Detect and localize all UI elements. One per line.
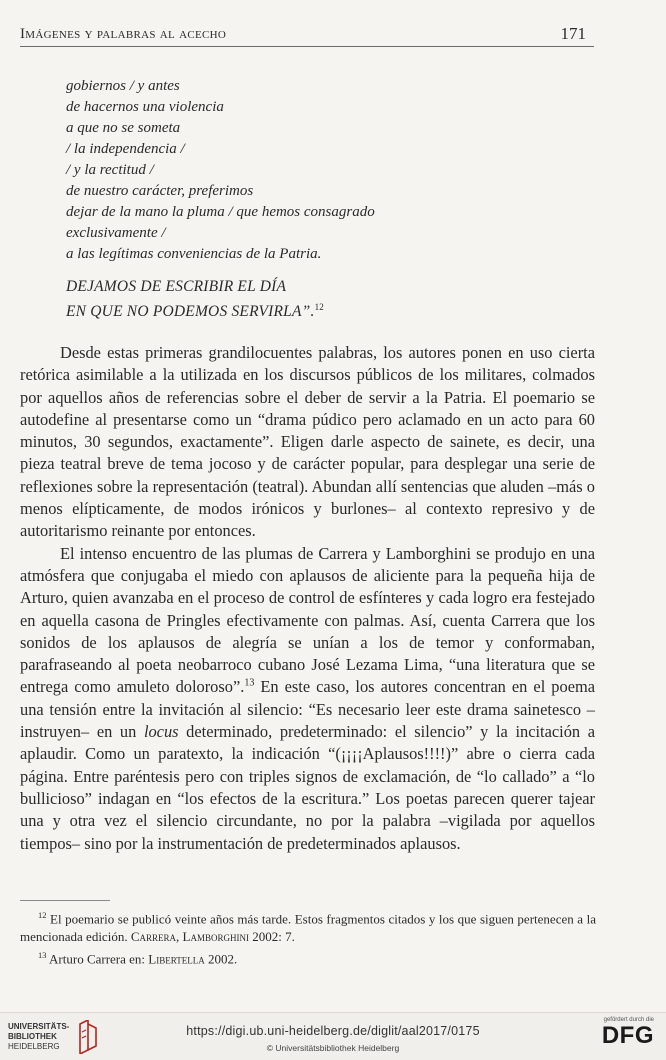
poem-closing [66, 276, 324, 322]
footnotes [20, 906, 596, 969]
poem-line: de hacernos una violencia [66, 99, 224, 115]
dfg-logo[interactable] [592, 1017, 654, 1049]
footnote-separator [20, 900, 110, 901]
poem-line: gobiernos / y antes [66, 78, 180, 94]
paragraph-text: En este caso, los autores concentran en el poema una tensión entre la invitación al silencio: “Es necesario leer este drama sainetesco –instruyen– en un [20, 677, 595, 742]
footnote [20, 906, 596, 946]
footnote-ref[interactable]: 12 [314, 302, 324, 312]
poem-line: de nuestro carácter, preferimos [66, 183, 254, 199]
footnote-mark: 12 [38, 910, 47, 920]
poem-quote [66, 76, 375, 265]
funder-name: DFG [601, 1022, 654, 1049]
citation-authors: Libertella [148, 951, 205, 967]
poem-line: dejar de la mano la pluma / que hemos consagrado [66, 204, 375, 220]
viewer-footer [0, 1012, 666, 1060]
running-title: Imágenes y palabras al acecho [20, 26, 227, 42]
paragraph [20, 543, 595, 855]
footnote-text: El poemario se publicó veinte años más tarde. Estos fragmentos citados y los que siguen pertenecen a la mencionada edición. [20, 911, 596, 945]
running-header [20, 26, 594, 47]
poem-closing-line: EN QUE NO PODEMOS SERVIRLA”. [66, 303, 315, 321]
poem-closing-line: DEJAMOS DE ESCRIBIR EL DÍA [66, 278, 287, 295]
citation-authors: Carrera, Lamborghini [130, 929, 249, 945]
copyright: © Universitätsbibliothek Heidelberg [266, 1043, 400, 1053]
paragraph-text: El intenso encuentro de las plumas de Carrera y Lamborghini se produjo en una atmósfera que conjugaba el miedo con aplausos de aliciente para la pequeña hija de Arturo, quien avanzaba en el proceso de control de esfínteres y cada logro era festejado en aquella casona de Pringles efectivamente con palmas. Así, cuenta Carrera que los sonidos de los aplausos de alegría se unían a los de temor y conformaban, parafraseando al poeta neobarroco cubano José Lezama Lima, “una literatura que se entrega como amuleto doloroso”. [20, 543, 595, 697]
poem-line: a las legítimas conveniencias de la Patria. [66, 246, 322, 262]
poem-line: / y la rectitud / [66, 162, 154, 178]
italic-term: locus [143, 722, 179, 742]
footnote-text: Arturo Carrera en: [46, 951, 149, 967]
funding-note: gefördert durch die [603, 1017, 654, 1023]
poem-line: / la independencia / [66, 141, 185, 157]
paragraph: Desde estas primeras grandilocuentes palabras, los autores ponen en uso cierta retórica asimilable a la utilizada en los discursos públicos de los militares, colmados por aquellos años de referencias sobre el deber de servir a la Patria. El poemario se autodefine al presentarse como un “drama púdico pero aclamado en un acto para 60 minutos, 30 segundos, exactamente”. Eligen darle aspecto de sainete, es decir, una pieza teatral breve de tema jocoso y de carácter popular, para desplegar una serie de reflexiones sobre la representación (teatral). Abundan allí sentencias que aluden –más o menos elípticamente, de modos irónicos y burlones– al contexto represivo y de autoritarismo reinante por entonces. [20, 343, 595, 541]
paragraph-text: determinado, predeterminado: el silencio” y la incitación a aplaudir. Como un paratexto, la indicación “(¡¡¡¡Aplausos!!!!)” abre o cierra cada página. Entre paréntesis pero con triples signos de exclamación, de “lo callado” a “lo bullicioso” indagan en “los efectos de la escritura.” Los poetas parecen querer tajear una y otra vez el silencio circundante, no por la palabra –vigilada por aquellos tiempos– sino por la instrumentación de predeterminados aplausos. [20, 722, 595, 853]
library-name-line: BIBLIOTHEK [8, 1032, 57, 1041]
citation-year: 2002: 7. [248, 929, 295, 945]
permalink[interactable]: https://digi.ub.uni-heidelberg.de/diglit/aal2017/0175 [186, 1024, 480, 1038]
footnote [20, 946, 596, 968]
page-number: 171 [560, 24, 586, 43]
library-name-line: HEIDELBERG [8, 1042, 60, 1051]
poem-line: a que no se someta [66, 120, 181, 136]
citation-year: 2002. [204, 951, 238, 967]
footnote-mark: 13 [38, 950, 47, 961]
footnote-ref[interactable]: 13 [244, 677, 255, 689]
library-name-line: UNIVERSITÄTS- [8, 1022, 70, 1031]
body-text [20, 342, 595, 855]
poem-line: exclusivamente / [66, 225, 166, 241]
